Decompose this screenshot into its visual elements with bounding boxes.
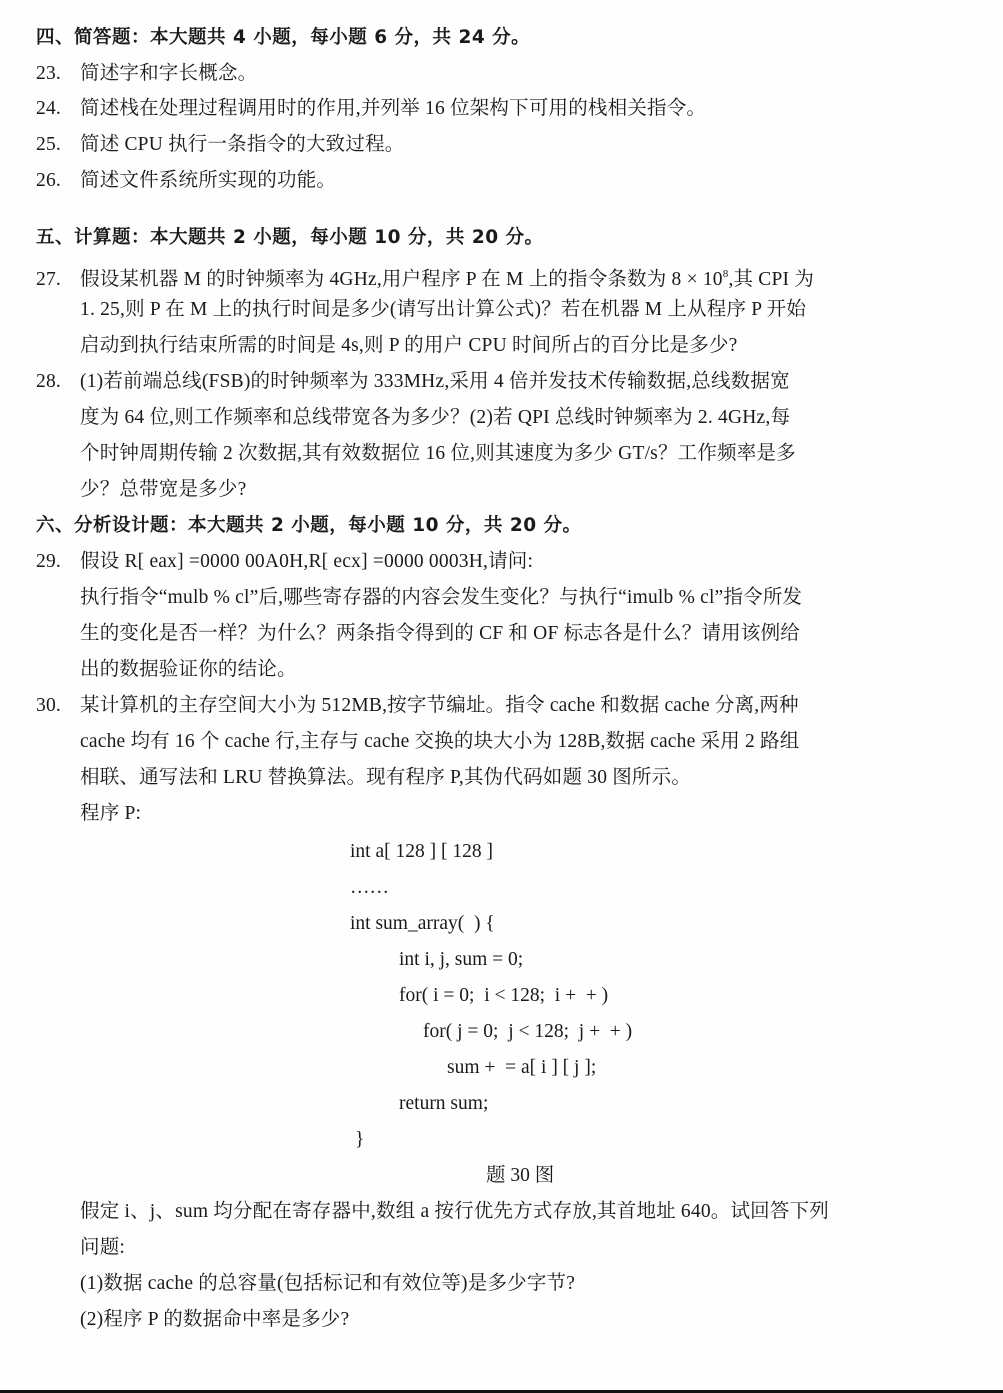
question-27-line-3: 启动到执行结束所需的时间是 4s,则 P 的用户 CPU 时间所占的百分比是多少? [80,335,738,356]
code-line: return sum; [399,1093,489,1114]
code-line: int a[ 128 ] [ 128 ] [350,841,493,862]
question-number: 27. [36,269,61,290]
question-28-line-3: 个时钟周期传输 2 次数据,其有效数据位 16 位,则其速度为多少 GT/s？工作频率是多 [80,443,796,464]
question-29-line-4: 出的数据验证你的结论。 [80,659,297,680]
question-25 [36,131,404,159]
question-text: 简述 CPU 执行一条指令的大致过程。 [80,134,405,155]
question-29-line-3: 生的变化是否一样？为什么？两条指令得到的 CF 和 OF 标志各是什么？请用该例给 [80,623,800,644]
question-text: 简述文件系统所实现的功能。 [80,170,337,191]
code-line: for( j = 0; j < 128; j + + ) [423,1021,633,1042]
question-30-assumption-line-2: 问题: [80,1237,126,1258]
question-24 [36,95,706,123]
question-30-line-2: cache 均有 16 个 cache 行,主存与 cache 交换的块大小为 128B,数据 cache 采用 2 路组 [80,731,800,752]
section-4-heading: 四、简答题：本大题共 4 小题，每小题 6 分，共 24 分。 [36,27,531,48]
sub-question-1: (1)数据 cache 的总容量(包括标记和有效位等)是多少字节? [80,1273,576,1294]
code-line: …… [350,877,389,898]
question-number: 25. [36,134,61,155]
figure-caption: 题 30 图 [486,1165,555,1186]
sub-question-2: (2)程序 P 的数据命中率是多少? [80,1309,350,1330]
section-5-heading: 五、计算题：本大题共 2 小题，每小题 10 分，共 20 分。 [36,227,544,248]
question-text: 假设某机器 M 的时钟频率为 4GHz,用户程序 P 在 M 上的指令条数为 8 × 10 [80,269,723,290]
question-30-assumption-line-1: 假定 i、j、sum 均分配在寄存器中,数组 a 按行优先方式存放,其首地址 640。试回答下列 [80,1201,829,1222]
code-line: int i, j, sum = 0; [399,949,524,970]
question-text: ,其 CPI 为 [728,269,815,290]
question-29-line-2: 执行指令“mulb % cl”后,哪些寄存器的内容会发生变化？与执行“imulb % cl”指令所发 [80,587,803,608]
program-label: 程序 P: [80,803,142,824]
question-number: 26. [36,170,61,191]
question-number: 24. [36,98,61,119]
question-30-line-3: 相联、通写法和 LRU 替换算法。现有程序 P,其伪代码如题 30 图所示。 [80,767,692,788]
code-line: sum + = a[ i ] [ j ]; [447,1057,597,1078]
question-27-line-2: 1. 25,则 P 在 M 上的执行时间是多少(请写出计算公式)？若在机器 M 上从程序 P 开始 [80,299,807,320]
question-text: (1)若前端总线(FSB)的时钟频率为 333MHz,采用 4 倍并发技术传输数据,总线数据宽 [80,371,790,392]
code-line: int sum_array( ) { [350,913,495,934]
code-line: for( i = 0; i < 128; i + + ) [399,985,609,1006]
question-28-line-4: 少？总带宽是多少? [80,479,247,500]
question-number: 28. [36,371,61,392]
question-text: 假设 R[ eax] =0000 00A0H,R[ ecx] =0000 0003H,请问: [80,551,534,572]
exponent: 8 [722,268,729,280]
question-26 [36,167,336,195]
question-29-line-1 [36,548,533,576]
section-6-heading: 六、分析设计题：本大题共 2 小题，每小题 10 分，共 20 分。 [36,515,582,536]
question-text: 简述字和字长概念。 [80,63,258,84]
code-line: } [355,1129,365,1150]
question-23 [36,60,257,88]
question-text: 简述栈在处理过程调用时的作用,并列举 16 位架构下可用的栈相关指令。 [80,98,707,119]
question-number: 23. [36,63,61,84]
question-30-line-1 [36,692,799,720]
question-text: 某计算机的主存空间大小为 512MB,按字节编址。指令 cache 和数据 cache 分离,两种 [80,695,799,716]
question-28-line-1 [36,368,790,396]
question-28-line-2: 度为 64 位,则工作频率和总线带宽各为多少？(2)若 QPI 总线时钟频率为 2. 4GHz,每 [80,407,791,428]
question-number: 29. [36,551,61,572]
question-27-line-1 [36,260,814,294]
question-number: 30. [36,695,61,716]
